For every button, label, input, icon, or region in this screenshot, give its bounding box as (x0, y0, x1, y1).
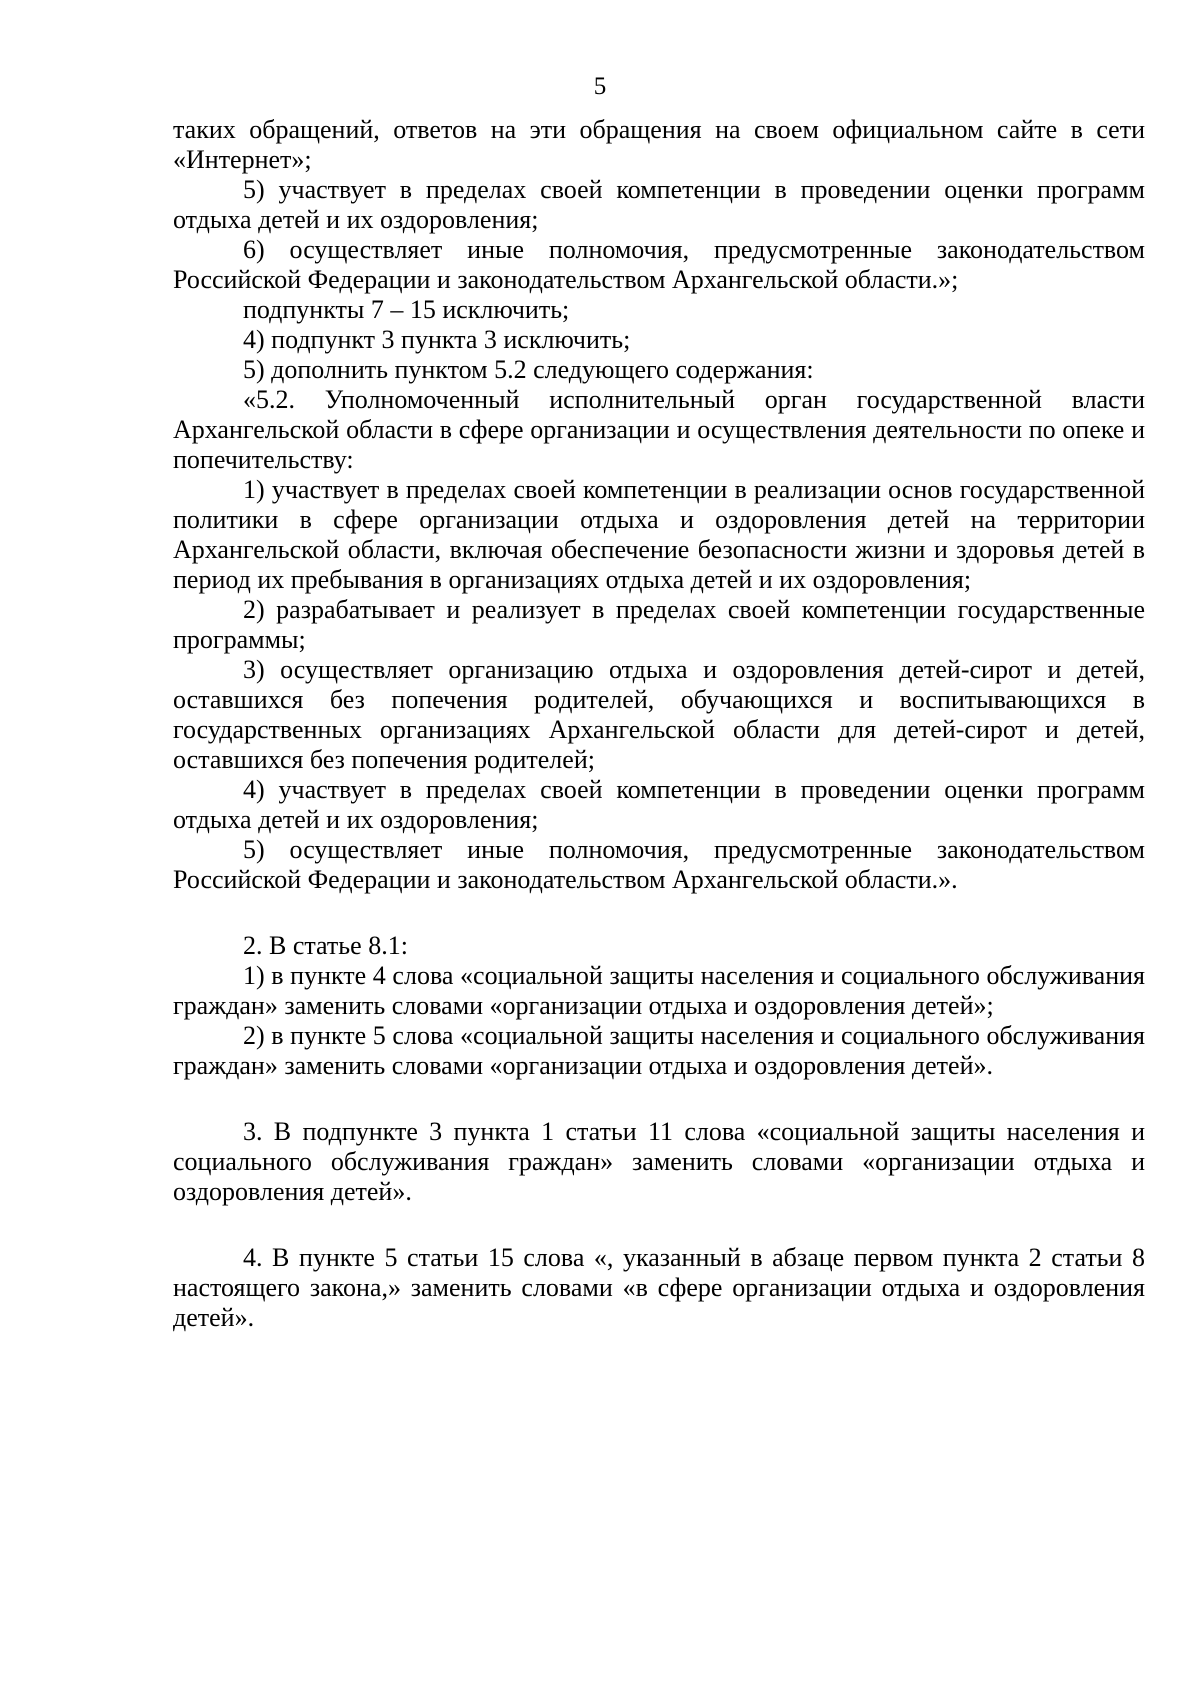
paragraph-item: 1) в пункте 4 слова «социальной защиты населения и социального обслуживания граждан» заменить словами «организации отдыха и оздоровления детей»; (173, 961, 1145, 1020)
section-heading-2: 2. В статье 8.1: (243, 931, 408, 960)
paragraph-item: 2) разрабатывает и реализует в пределах своей компетенции государственные программы; (173, 595, 1145, 654)
paragraph-item: подпункты 7 – 15 исключить; (243, 295, 570, 324)
paragraph-item: 2) в пункте 5 слова «социальной защиты населения и социального обслуживания граждан» заменить словами «организации отдыха и оздоровления детей». (173, 1021, 1145, 1080)
paragraph-item: 1) участвует в пределах своей компетенции в реализации основ государственной политики в сфере организации отдыха и оздоровления детей на территории Архангельской области, включая обеспечение безопасности жизни и здоровья детей в период их пребывания в организациях отдыха детей и их оздоровления; (173, 475, 1145, 594)
paragraph-item: 5) осуществляет иные полномочия, предусмотренные законодательством Российской Федерации и законодательством Архангельской области.». (173, 835, 1145, 894)
paragraph-item: 5) дополнить пунктом 5.2 следующего содержания: (243, 355, 814, 384)
page-number: 5 (593, 73, 607, 100)
section-gap (173, 1081, 1145, 1117)
section-3: 3. В подпункте 3 пункта 1 статьи 11 слова «социальной защиты населения и социального обслуживания граждан» заменить словами «организации отдыха и оздоровления детей». (173, 1117, 1145, 1206)
paragraph-item: «5.2. Уполномоченный исполнительный орган государственной власти Архангельской области в сфере организации и осуществления деятельности по опеке и попечительству: (173, 385, 1145, 474)
paragraph-continuation: таких обращений, ответов на эти обращения на своем официальном сайте в сети «Интернет»; (173, 115, 1145, 174)
paragraph-item: 5) участвует в пределах своей компетенции в проведении оценки программ отдыха детей и их оздоровления; (173, 175, 1145, 234)
paragraph-item: 6) осуществляет иные полномочия, предусмотренные законодательством Российской Федерации и законодательством Архангельской области.»; (173, 235, 1145, 294)
paragraph-item: 4) участвует в пределах своей компетенции в проведении оценки программ отдыха детей и их оздоровления; (173, 775, 1145, 834)
section-gap (173, 895, 1145, 931)
document-body (173, 115, 1145, 1333)
section-4: 4. В пункте 5 статьи 15 слова «, указанный в абзаце первом пункта 2 статьи 8 настоящего закона,» заменить словами «в сфере организации отдыха и оздоровления детей». (173, 1243, 1145, 1332)
paragraph-item: 3) осуществляет организацию отдыха и оздоровления детей-сирот и детей, оставшихся без попечения родителей, обучающихся и воспитывающихся в государственных организациях Архангельской области для детей-сирот и детей, оставшихся без попечения родителей; (173, 655, 1145, 774)
paragraph-item: 4) подпункт 3 пункта 3 исключить; (243, 325, 631, 354)
section-gap (173, 1207, 1145, 1243)
